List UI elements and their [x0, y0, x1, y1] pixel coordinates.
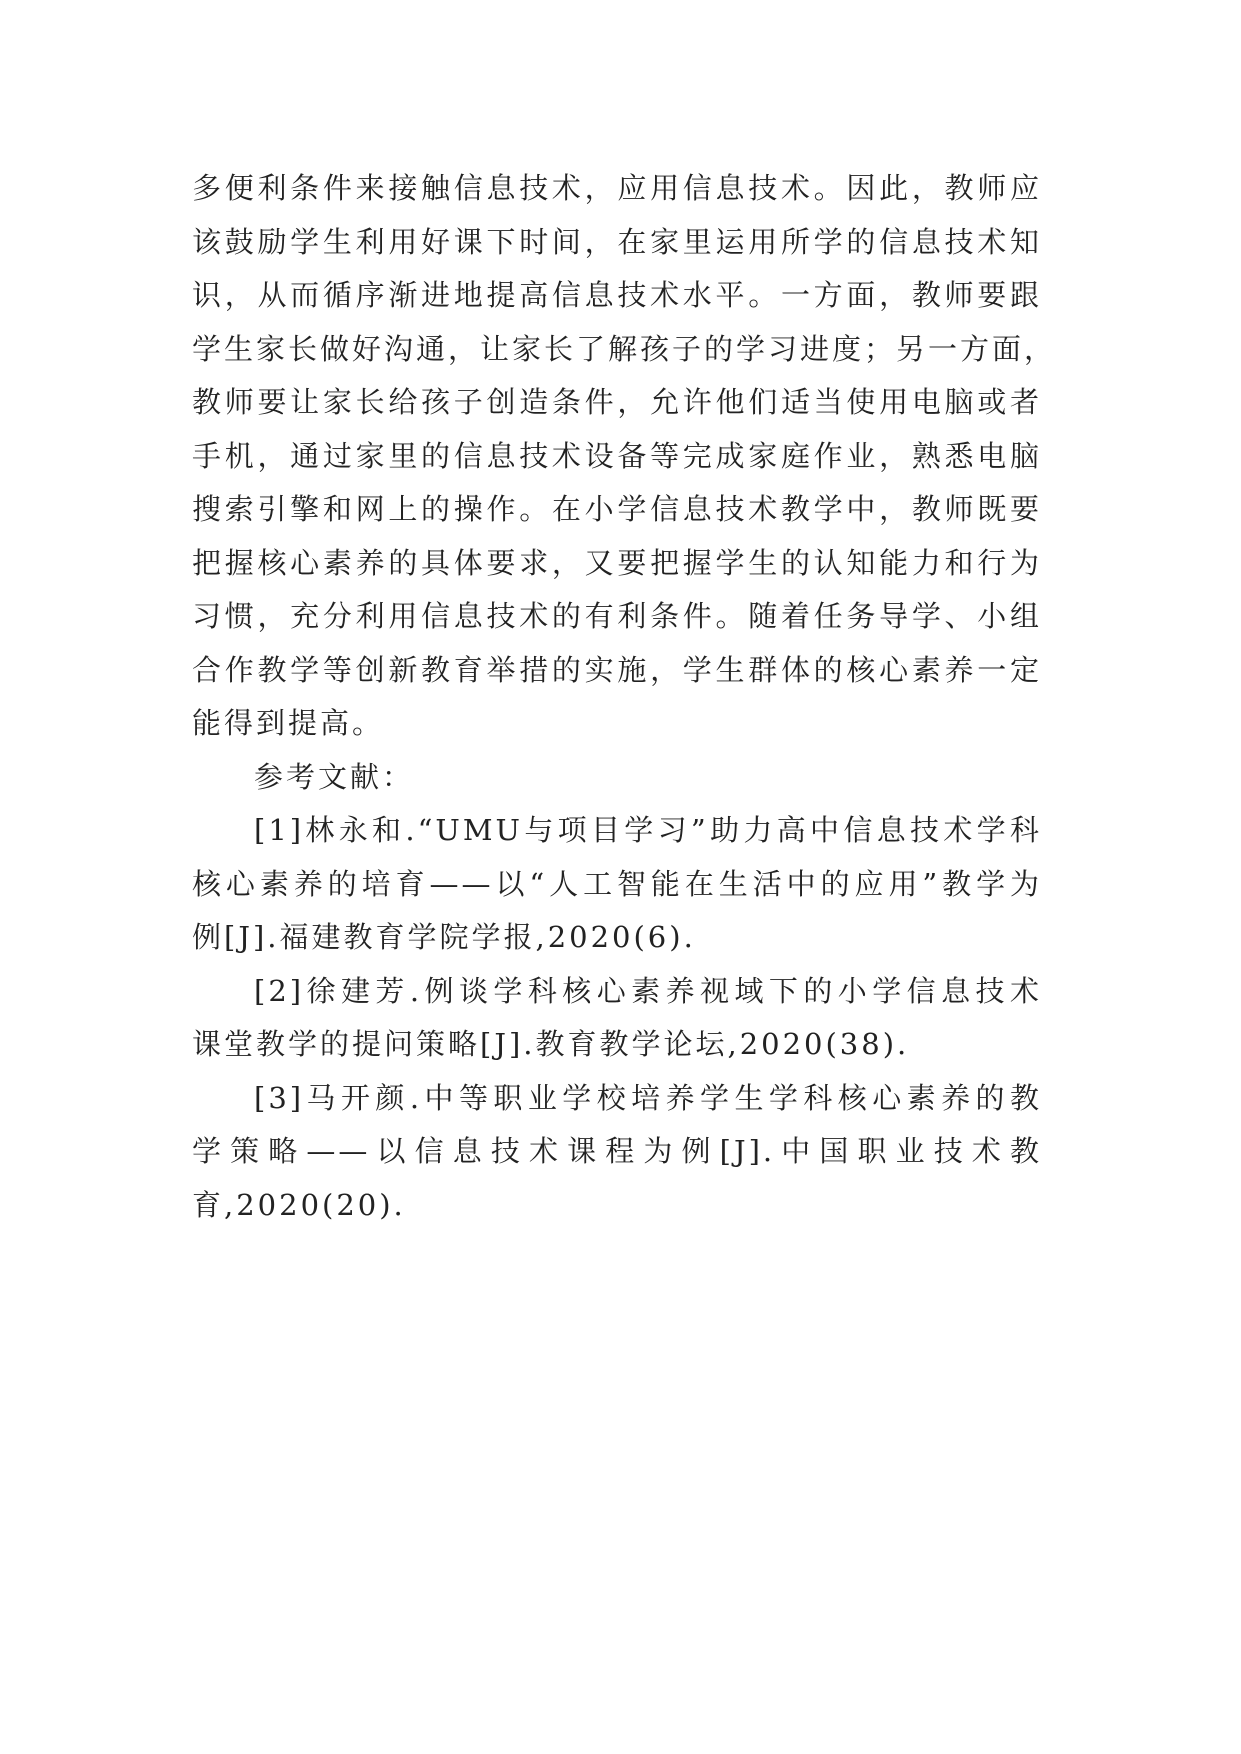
- reference-line: 核心素养的培育——以“人工智能在生活中的应用”教学为: [192, 866, 1042, 901]
- body-line: 多便利条件来接触信息技术，应用信息技术。因此，教师应: [192, 171, 1042, 205]
- body-line: 该鼓励学生利用好课下时间，在家里运用所学的信息技术知: [192, 224, 1042, 259]
- body-paragraph: [192, 162, 1057, 751]
- body-line: 习惯，充分利用信息技术的有利条件。随着任务导学、小组: [192, 599, 1042, 633]
- reference-line: 例[J].福建教育学院学报,2020(6).: [192, 920, 696, 954]
- body-line: 搜索引擎和网上的操作。在小学信息技术教学中，教师既要: [192, 492, 1042, 526]
- reference-line: 课堂教学的提问策略[J].教育教学论坛,2020(38).: [192, 1027, 910, 1061]
- reference-item: [192, 804, 1050, 965]
- reference-item: [192, 1072, 1050, 1233]
- reference-line: 学策略——以信息技术课程为例[J].中国职业技术教: [192, 1134, 1042, 1168]
- body-line: 识，从而循序渐进地提高信息技术水平。一方面，教师要跟: [192, 278, 1042, 312]
- body-line: 把握核心素养的具体要求，又要把握学生的认知能力和行为: [192, 545, 1042, 580]
- document-text: [192, 162, 1057, 1232]
- reference-line: [1]林永和.“UMU与项目学习”助力高中信息技术学科: [254, 813, 1042, 847]
- body-line: 教师要让家长给孩子创造条件，允许他们适当使用电脑或者: [192, 385, 1042, 419]
- references-heading: 参考文献：: [254, 759, 415, 794]
- reference-item: [192, 965, 1050, 1072]
- body-line: 手机，通过家里的信息技术设备等完成家庭作业，熟悉电脑: [192, 438, 1042, 473]
- body-line: 能得到提高。: [192, 706, 385, 740]
- reference-line: [2]徐建芳.例谈学科核心素养视域下的小学信息技术: [254, 973, 1042, 1008]
- body-line: 合作教学等创新教育举措的实施，学生群体的核心素养一定: [192, 652, 1042, 687]
- reference-line: [3]马开颜.中等职业学校培养学生学科核心素养的教: [254, 1080, 1042, 1115]
- body-line: 学生家长做好沟通，让家长了解孩子的学习进度；另一方面，: [192, 331, 1057, 366]
- reference-line: 育,2020(20).: [192, 1187, 406, 1222]
